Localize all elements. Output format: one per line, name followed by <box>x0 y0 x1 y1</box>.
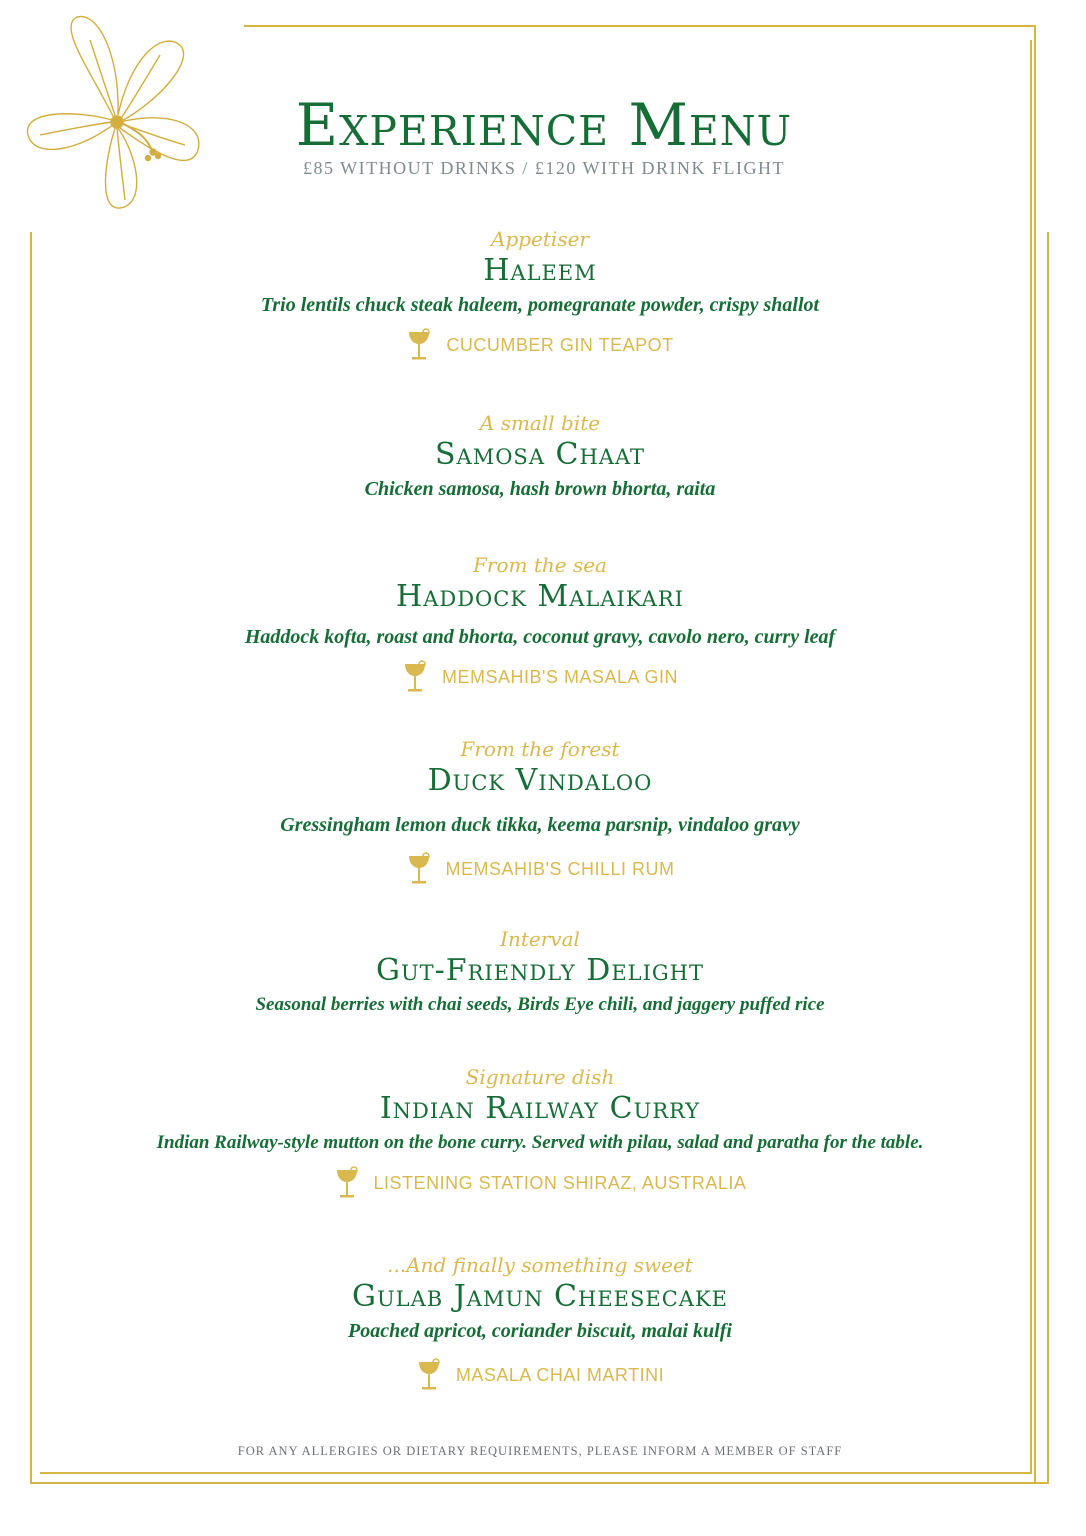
course-label: From the forest <box>460 737 620 761</box>
dish-name: Haleem <box>483 253 597 288</box>
course-from-the-sea <box>40 552 1040 694</box>
dish-description: Seasonal berries with chai seeds, Birds Eye chili, and jaggery puffed rice <box>255 994 825 1015</box>
course-label: ...And finally something sweet <box>387 1253 693 1277</box>
hibiscus-flower-icon <box>20 10 210 215</box>
dish-description: Haddock kofta, roast and bhorta, coconut gravy, cavolo nero, curry leaf <box>244 626 836 648</box>
course-label: A small bite <box>479 411 601 435</box>
course-small-bite <box>40 410 1040 504</box>
dish-description: Gressingham lemon duck tikka, keema parsnip, vindaloo gravy <box>280 814 800 836</box>
dish-name: Indian Railway Curry <box>379 1091 701 1126</box>
dish-name: Duck Vindaloo <box>427 763 653 798</box>
drink-pairing <box>40 852 1040 886</box>
course-sweet <box>40 1252 1040 1392</box>
course-label: Signature dish <box>465 1065 615 1089</box>
drink-pairing <box>40 660 1040 694</box>
menu-price: £85 WITHOUT DRINKS / £120 WITH DRINK FLIGHT <box>303 158 785 178</box>
cocktail-glass-icon <box>406 328 432 362</box>
dish-name: Gut-Friendly Delight <box>376 953 704 988</box>
drink-pairing <box>40 1166 1040 1200</box>
dish-description: Indian Railway-style mutton on the bone curry. Served with pilau, salad and paratha for the table. <box>156 1132 924 1153</box>
drink-pairing <box>40 328 1040 362</box>
course-label: From the sea <box>473 553 607 577</box>
dish-name: Haddock Malaikari <box>396 579 684 614</box>
menu-header <box>244 92 844 179</box>
drink-name: MASALA CHAI MARTINI <box>455 1364 665 1385</box>
drink-name: MEMSAHIB'S MASALA GIN <box>442 666 678 687</box>
drink-name: MEMSAHIB'S CHILLI RUM <box>445 858 675 879</box>
course-label: Appetiser <box>491 227 589 251</box>
course-signature <box>40 1064 1040 1200</box>
course-interval <box>40 926 1040 1020</box>
dish-description: Trio lentils chuck steak haleem, pomegranate powder, crispy shallot <box>260 294 820 316</box>
dish-description: Chicken samosa, hash brown bhorta, raita <box>364 478 716 500</box>
cocktail-glass-icon <box>402 660 428 694</box>
cocktail-glass-icon <box>416 1358 442 1392</box>
dish-description: Poached apricot, coriander biscuit, malai kulfi <box>348 1320 732 1342</box>
drink-name: CUCUMBER GIN TEAPOT <box>446 334 674 355</box>
drink-name: LISTENING STATION SHIRAZ, AUSTRALIA <box>373 1172 747 1193</box>
cocktail-glass-icon <box>406 852 432 886</box>
cocktail-glass-icon <box>334 1166 360 1200</box>
menu-title: Experience Menu <box>295 91 793 159</box>
course-appetiser <box>40 226 1040 362</box>
drink-pairing <box>40 1358 1040 1392</box>
course-from-the-forest <box>40 736 1040 886</box>
dish-name: Samosa Chaat <box>435 437 645 472</box>
dish-name: Gulab Jamun Cheesecake <box>352 1279 728 1314</box>
allergy-footer: FOR ANY ALLERGIES OR DIETARY REQUIREMENTS, PLEASE INFORM A MEMBER OF STAFF <box>237 1444 843 1458</box>
course-label: Interval <box>500 927 580 951</box>
